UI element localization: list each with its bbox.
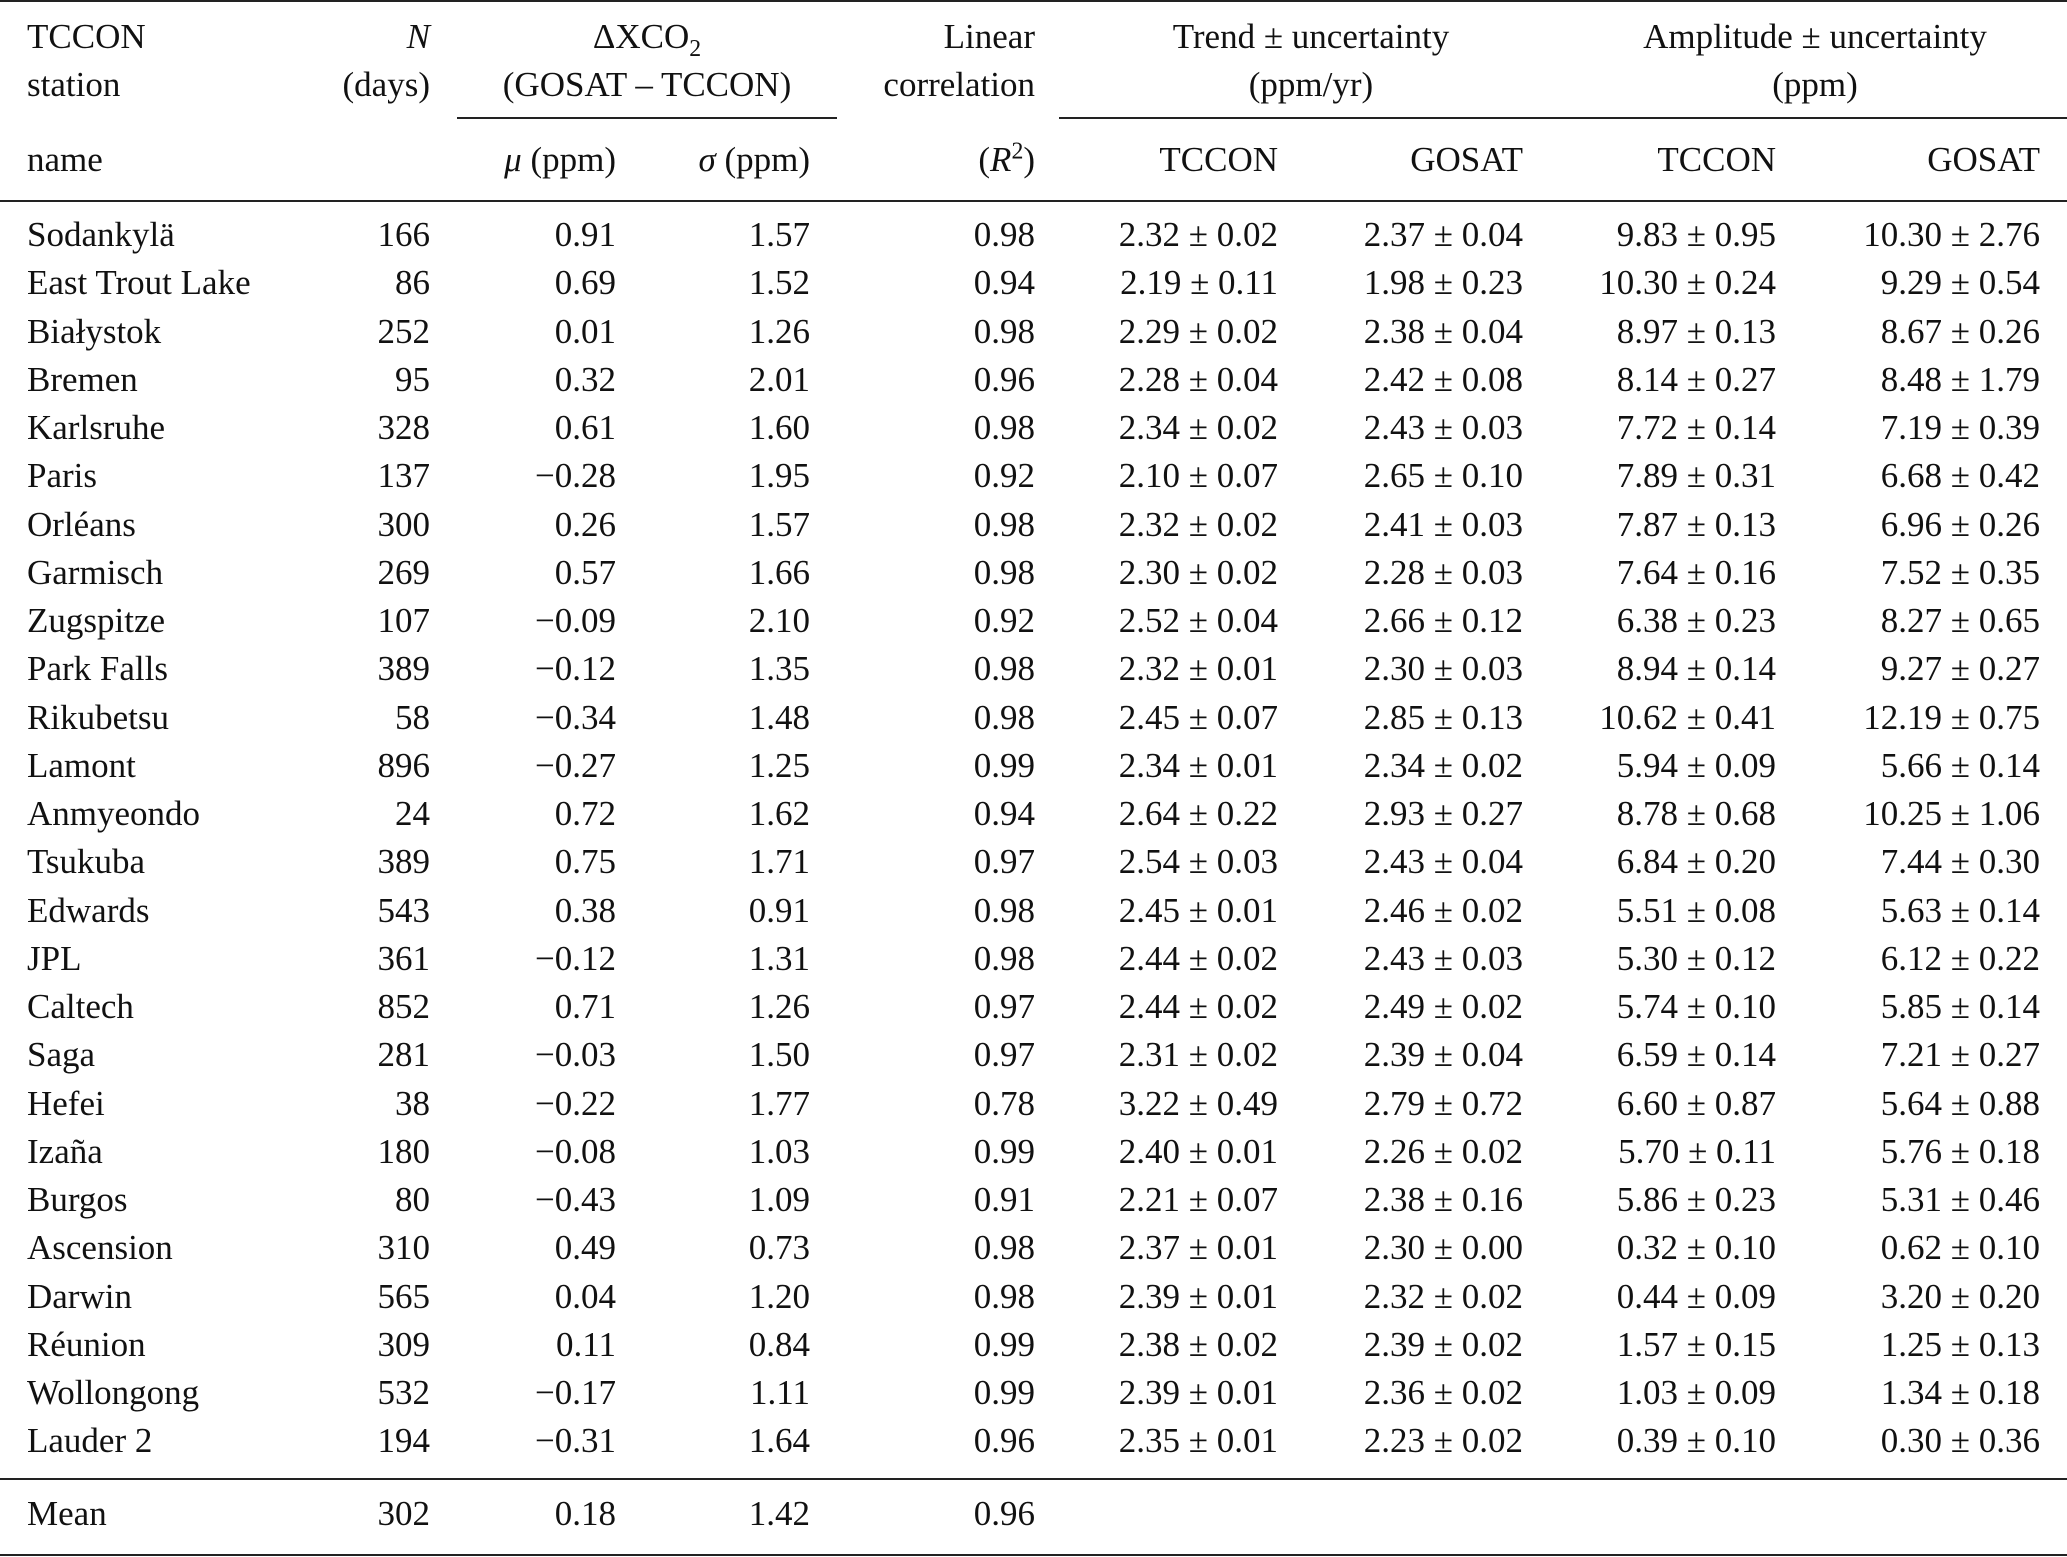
station-name: Orléans xyxy=(27,504,136,544)
amp-tccon: 6.38 ± 0.23 xyxy=(1616,601,1776,640)
mu-value: 0.49 xyxy=(554,1228,616,1268)
amp-tccon: 8.94 ± 0.14 xyxy=(1616,649,1776,689)
header-amp-gosat: GOSAT xyxy=(1927,140,2040,179)
trend-gosat: 2.39 ± 0.04 xyxy=(1363,1035,1523,1075)
amp-tccon: 9.83 ± 0.95 xyxy=(1616,215,1776,254)
amp-tccon: 5.70 ± 0.11 xyxy=(1618,1131,1776,1171)
r2-value: 0.94 xyxy=(973,263,1035,303)
r2-value: 0.96 xyxy=(973,359,1035,399)
trend-tccon: 2.28 ± 0.04 xyxy=(1118,359,1278,399)
trend-tccon: 3.22 ± 0.49 xyxy=(1118,1083,1278,1123)
amp-gosat: 8.48 ± 1.79 xyxy=(1880,359,2040,399)
station-name: Sodankylä xyxy=(27,215,175,254)
trend-tccon: 2.45 ± 0.07 xyxy=(1118,697,1278,737)
amp-tccon: 5.86 ± 0.23 xyxy=(1616,1180,1776,1219)
trend-gosat: 2.39 ± 0.02 xyxy=(1363,1324,1523,1364)
r2-sup: 2 xyxy=(1011,138,1024,165)
n-days: 389 xyxy=(377,842,430,882)
amp-gosat: 10.25 ± 1.06 xyxy=(1863,794,2040,833)
r2-value: 0.98 xyxy=(973,1276,1035,1316)
amp-gosat: 0.30 ± 0.36 xyxy=(1880,1421,2040,1461)
trend-amp-subheader-rule xyxy=(1059,117,2067,119)
n-days: 300 xyxy=(377,504,430,544)
trend-gosat: 2.66 ± 0.12 xyxy=(1363,601,1523,640)
amp-gosat: 10.30 ± 2.76 xyxy=(1863,215,2040,254)
amp-gosat: 5.66 ± 0.14 xyxy=(1880,745,2040,785)
delta-subheader-rule xyxy=(457,117,837,119)
amp-tccon: 6.84 ± 0.20 xyxy=(1616,842,1776,882)
header-corr-line1: Linear xyxy=(943,17,1035,56)
station-name: Zugspitze xyxy=(27,601,166,640)
header-delta-xco2-text: ΔXCO xyxy=(592,17,690,56)
amp-gosat: 7.52 ± 0.35 xyxy=(1880,552,2040,592)
amp-tccon: 0.39 ± 0.10 xyxy=(1616,1421,1776,1461)
sigma-value: 1.35 xyxy=(748,649,810,689)
station-name: Izaña xyxy=(27,1131,103,1171)
amp-gosat: 7.44 ± 0.30 xyxy=(1880,842,2040,882)
trend-tccon: 2.37 ± 0.01 xyxy=(1118,1228,1278,1268)
station-name: Bremen xyxy=(27,359,138,399)
mu-value: 0.38 xyxy=(554,890,616,930)
sigma-value: 1.57 xyxy=(748,215,810,254)
r2-value: 0.98 xyxy=(973,1228,1035,1268)
sigma-value: 1.52 xyxy=(748,263,810,303)
trend-tccon: 2.29 ± 0.02 xyxy=(1118,311,1278,351)
n-days: 95 xyxy=(395,359,430,399)
trend-gosat: 2.49 ± 0.02 xyxy=(1363,987,1523,1026)
r2-symbol: R xyxy=(990,140,1012,179)
r2-open: ( xyxy=(978,140,991,179)
amp-tccon: 0.32 ± 0.10 xyxy=(1616,1228,1776,1268)
r2-value: 0.91 xyxy=(973,1180,1035,1219)
station-name: Burgos xyxy=(27,1180,128,1219)
mu-value: 0.69 xyxy=(554,263,616,303)
r2-value: 0.97 xyxy=(973,987,1035,1026)
sigma-value: 0.91 xyxy=(748,890,810,930)
r2-close: ) xyxy=(1023,140,1035,179)
sigma-value: 1.31 xyxy=(748,938,810,978)
n-days: 194 xyxy=(377,1421,430,1461)
trend-gosat: 2.30 ± 0.00 xyxy=(1363,1228,1523,1268)
amp-gosat: 6.96 ± 0.26 xyxy=(1880,504,2040,544)
sigma-value: 1.20 xyxy=(748,1276,810,1316)
amp-tccon: 10.62 ± 0.41 xyxy=(1599,697,1776,737)
amp-tccon: 1.57 ± 0.15 xyxy=(1616,1324,1776,1364)
mean-mu: 0.18 xyxy=(554,1494,616,1533)
header-trend-line2: (ppm/yr) xyxy=(1248,65,1374,104)
station-name: Réunion xyxy=(27,1324,146,1364)
trend-tccon: 2.34 ± 0.01 xyxy=(1118,745,1278,785)
station-name: Białystok xyxy=(27,311,162,351)
trend-tccon: 2.64 ± 0.22 xyxy=(1118,794,1278,833)
r2-value: 0.99 xyxy=(973,745,1035,785)
mu-value: 0.04 xyxy=(554,1276,616,1316)
trend-gosat: 2.65 ± 0.10 xyxy=(1363,456,1523,496)
mean-separator-rule xyxy=(0,1478,2067,1480)
trend-gosat: 1.98 ± 0.23 xyxy=(1363,263,1523,303)
header-amp-line2: (ppm) xyxy=(1772,65,1858,104)
mu-value: −0.34 xyxy=(535,697,616,737)
sigma-value: 2.10 xyxy=(748,601,810,640)
mu-value: 0.32 xyxy=(554,359,616,399)
trend-gosat: 2.38 ± 0.16 xyxy=(1363,1180,1523,1219)
station-name: Wollongong xyxy=(27,1373,200,1412)
mu-value: 0.01 xyxy=(554,311,616,351)
amp-gosat: 5.64 ± 0.88 xyxy=(1880,1083,2040,1123)
r2-value: 0.99 xyxy=(973,1324,1035,1364)
mu-value: −0.27 xyxy=(535,745,616,785)
r2-value: 0.78 xyxy=(973,1083,1035,1123)
header-mu xyxy=(460,136,616,184)
station-name: Tsukuba xyxy=(27,842,146,882)
header-station-line2: station xyxy=(27,65,121,104)
sigma-value: 1.71 xyxy=(748,842,810,882)
mean-r2: 0.96 xyxy=(973,1494,1035,1533)
trend-tccon: 2.19 ± 0.11 xyxy=(1120,263,1278,303)
r2-value: 0.98 xyxy=(973,552,1035,592)
amp-tccon: 7.72 ± 0.14 xyxy=(1616,408,1776,447)
amp-gosat: 7.19 ± 0.39 xyxy=(1880,408,2040,447)
mu-value: −0.43 xyxy=(535,1180,616,1219)
amp-gosat: 9.29 ± 0.54 xyxy=(1880,263,2040,303)
r2-value: 0.97 xyxy=(973,1035,1035,1075)
station-name: Ascension xyxy=(27,1228,173,1268)
n-days: 166 xyxy=(377,215,430,254)
r2-value: 0.99 xyxy=(973,1131,1035,1171)
trend-gosat: 2.26 ± 0.02 xyxy=(1363,1131,1523,1171)
trend-tccon: 2.39 ± 0.01 xyxy=(1118,1373,1278,1412)
amp-tccon: 6.59 ± 0.14 xyxy=(1616,1035,1776,1075)
amp-tccon: 8.14 ± 0.27 xyxy=(1616,359,1776,399)
sigma-value: 1.48 xyxy=(748,697,810,737)
mu-value: −0.17 xyxy=(535,1373,616,1412)
header-corr-line2: correlation xyxy=(883,65,1035,104)
trend-gosat: 2.38 ± 0.04 xyxy=(1363,311,1523,351)
station-name: Garmisch xyxy=(27,552,164,592)
n-days: 896 xyxy=(377,745,430,785)
amp-gosat: 5.31 ± 0.46 xyxy=(1880,1180,2040,1219)
station-name: Anmyeondo xyxy=(27,794,201,833)
header-delta-xco2 xyxy=(457,13,837,61)
amp-tccon: 5.74 ± 0.10 xyxy=(1616,987,1776,1026)
r2-value: 0.98 xyxy=(973,938,1035,978)
amp-gosat: 8.27 ± 0.65 xyxy=(1880,601,2040,640)
trend-tccon: 2.34 ± 0.02 xyxy=(1118,408,1278,447)
amp-gosat: 6.68 ± 0.42 xyxy=(1880,456,2040,496)
header-station-line1: TCCON xyxy=(27,17,146,56)
r2-value: 0.98 xyxy=(973,311,1035,351)
n-days: 252 xyxy=(377,311,430,351)
trend-tccon: 2.45 ± 0.01 xyxy=(1118,890,1278,930)
header-n-symbol: N xyxy=(406,17,430,56)
mu-unit: (ppm) xyxy=(521,140,616,179)
trend-gosat: 2.85 ± 0.13 xyxy=(1363,697,1523,737)
sigma-value: 0.73 xyxy=(748,1228,810,1268)
station-name: Park Falls xyxy=(27,649,168,689)
amp-gosat: 7.21 ± 0.27 xyxy=(1880,1035,2040,1075)
trend-gosat: 2.23 ± 0.02 xyxy=(1363,1421,1523,1461)
n-days: 565 xyxy=(377,1276,430,1316)
mu-value: −0.12 xyxy=(535,938,616,978)
r2-value: 0.98 xyxy=(973,504,1035,544)
mu-value: −0.22 xyxy=(535,1083,616,1123)
amp-tccon: 7.89 ± 0.31 xyxy=(1616,456,1776,496)
amp-tccon: 5.30 ± 0.12 xyxy=(1616,938,1776,978)
amp-tccon: 6.60 ± 0.87 xyxy=(1616,1083,1776,1123)
station-name: East Trout Lake xyxy=(27,263,251,303)
amp-tccon: 8.78 ± 0.68 xyxy=(1616,794,1776,833)
n-days: 281 xyxy=(377,1035,430,1075)
mu-value: 0.26 xyxy=(554,504,616,544)
mu-value: 0.61 xyxy=(554,408,616,447)
station-name: Edwards xyxy=(27,890,150,930)
trend-tccon: 2.35 ± 0.01 xyxy=(1118,1421,1278,1461)
trend-tccon: 2.31 ± 0.02 xyxy=(1118,1035,1278,1075)
trend-tccon: 2.39 ± 0.01 xyxy=(1118,1276,1278,1316)
mu-value: 0.11 xyxy=(556,1324,616,1364)
trend-tccon: 2.44 ± 0.02 xyxy=(1118,987,1278,1026)
sigma-value: 1.03 xyxy=(748,1131,810,1171)
mu-value: 0.57 xyxy=(554,552,616,592)
trend-tccon: 2.54 ± 0.03 xyxy=(1118,842,1278,882)
sigma-value: 1.95 xyxy=(748,456,810,496)
amp-gosat: 0.62 ± 0.10 xyxy=(1880,1228,2040,1268)
r2-value: 0.96 xyxy=(973,1421,1035,1461)
trend-tccon: 2.10 ± 0.07 xyxy=(1118,456,1278,496)
trend-gosat: 2.37 ± 0.04 xyxy=(1363,215,1523,254)
trend-gosat: 2.36 ± 0.02 xyxy=(1363,1373,1523,1412)
amp-tccon: 0.44 ± 0.09 xyxy=(1616,1276,1776,1316)
amp-tccon: 5.94 ± 0.09 xyxy=(1616,745,1776,785)
sigma-value: 1.64 xyxy=(748,1421,810,1461)
amp-gosat: 6.12 ± 0.22 xyxy=(1880,938,2040,978)
trend-gosat: 2.30 ± 0.03 xyxy=(1363,649,1523,689)
sigma-value: 1.26 xyxy=(748,311,810,351)
station-name: Caltech xyxy=(27,987,134,1026)
header-trend-line1: Trend ± uncertainty xyxy=(1172,17,1450,56)
trend-tccon: 2.38 ± 0.02 xyxy=(1118,1324,1278,1364)
n-days: 389 xyxy=(377,649,430,689)
trend-tccon: 2.30 ± 0.02 xyxy=(1118,552,1278,592)
n-days: 328 xyxy=(377,408,430,447)
trend-tccon: 2.32 ± 0.01 xyxy=(1118,649,1278,689)
sigma-value: 1.57 xyxy=(748,504,810,544)
sigma-value: 1.66 xyxy=(748,552,810,592)
n-days: 310 xyxy=(377,1228,430,1268)
sigma-value: 1.62 xyxy=(748,794,810,833)
n-days: 24 xyxy=(395,794,430,833)
amp-tccon: 5.51 ± 0.08 xyxy=(1616,890,1776,930)
header-r2 xyxy=(840,136,1035,184)
header-sigma xyxy=(640,136,810,184)
r2-value: 0.98 xyxy=(973,649,1035,689)
station-name: Lauder 2 xyxy=(27,1421,153,1461)
n-days: 180 xyxy=(377,1131,430,1171)
mu-value: −0.28 xyxy=(535,456,616,496)
amp-gosat: 8.67 ± 0.26 xyxy=(1880,311,2040,351)
n-days: 58 xyxy=(395,697,430,737)
trend-gosat: 2.28 ± 0.03 xyxy=(1363,552,1523,592)
header-bottom-rule xyxy=(0,200,2067,202)
r2-value: 0.97 xyxy=(973,842,1035,882)
station-name: Saga xyxy=(27,1035,96,1075)
header-amp-tccon: TCCON xyxy=(1657,140,1776,179)
station-name: Lamont xyxy=(27,745,136,785)
n-days: 309 xyxy=(377,1324,430,1364)
mu-value: 0.91 xyxy=(554,215,616,254)
n-days: 80 xyxy=(395,1180,430,1219)
trend-gosat: 2.46 ± 0.02 xyxy=(1363,890,1523,930)
sigma-value: 0.84 xyxy=(748,1324,810,1364)
mu-symbol: μ xyxy=(504,140,522,179)
r2-value: 0.92 xyxy=(973,456,1035,496)
r2-value: 0.98 xyxy=(973,697,1035,737)
n-days: 852 xyxy=(377,987,430,1026)
sigma-value: 1.25 xyxy=(748,745,810,785)
n-days: 86 xyxy=(395,263,430,303)
r2-value: 0.99 xyxy=(973,1373,1035,1412)
mean-label: Mean xyxy=(27,1494,107,1533)
trend-tccon: 2.21 ± 0.07 xyxy=(1118,1180,1278,1219)
mean-n: 302 xyxy=(377,1494,430,1533)
trend-gosat: 2.43 ± 0.03 xyxy=(1363,408,1523,447)
trend-gosat: 2.43 ± 0.04 xyxy=(1363,842,1523,882)
n-days: 38 xyxy=(395,1083,430,1123)
bottom-rule xyxy=(0,1554,2067,1556)
n-days: 543 xyxy=(377,890,430,930)
station-name: Hefei xyxy=(27,1083,105,1123)
sigma-value: 1.77 xyxy=(748,1083,810,1123)
sigma-value: 1.50 xyxy=(748,1035,810,1075)
mu-value: −0.03 xyxy=(535,1035,616,1075)
trend-tccon: 2.32 ± 0.02 xyxy=(1118,215,1278,254)
sigma-value: 2.01 xyxy=(748,359,810,399)
trend-tccon: 2.40 ± 0.01 xyxy=(1118,1131,1278,1171)
n-days: 269 xyxy=(377,552,430,592)
mu-value: 0.71 xyxy=(554,987,616,1026)
header-trend-tccon: TCCON xyxy=(1159,140,1278,179)
amp-gosat: 5.76 ± 0.18 xyxy=(1880,1131,2040,1171)
header-trend-gosat: GOSAT xyxy=(1410,140,1523,179)
header-station-line3: name xyxy=(27,140,103,179)
trend-gosat: 2.93 ± 0.27 xyxy=(1363,794,1523,833)
sigma-unit: (ppm) xyxy=(715,140,810,179)
amp-tccon: 7.87 ± 0.13 xyxy=(1616,504,1776,544)
amp-tccon: 8.97 ± 0.13 xyxy=(1616,311,1776,351)
sigma-value: 1.60 xyxy=(748,408,810,447)
sigma-symbol: σ xyxy=(698,140,716,179)
amp-tccon: 7.64 ± 0.16 xyxy=(1616,552,1776,592)
amp-gosat: 9.27 ± 0.27 xyxy=(1880,649,2040,689)
n-days: 532 xyxy=(377,1373,430,1412)
sigma-value: 1.26 xyxy=(748,987,810,1026)
sigma-value: 1.09 xyxy=(748,1180,810,1219)
amp-gosat: 3.20 ± 0.20 xyxy=(1880,1276,2040,1316)
header-delta-xco2-sub: 2 xyxy=(689,36,702,62)
amp-gosat: 5.63 ± 0.14 xyxy=(1880,890,2040,930)
station-name: Rikubetsu xyxy=(27,697,169,737)
n-days: 107 xyxy=(377,601,430,640)
amp-tccon: 1.03 ± 0.09 xyxy=(1616,1373,1776,1412)
header-n-unit: (days) xyxy=(342,65,430,104)
amp-gosat: 5.85 ± 0.14 xyxy=(1880,987,2040,1026)
trend-tccon: 2.52 ± 0.04 xyxy=(1118,601,1278,640)
amp-gosat: 1.25 ± 0.13 xyxy=(1880,1324,2040,1364)
r2-value: 0.98 xyxy=(973,890,1035,930)
mu-value: −0.09 xyxy=(535,601,616,640)
station-name: Darwin xyxy=(27,1276,132,1316)
mu-value: −0.08 xyxy=(535,1131,616,1171)
amp-gosat: 12.19 ± 0.75 xyxy=(1863,697,2040,737)
mu-value: −0.12 xyxy=(535,649,616,689)
trend-gosat: 2.79 ± 0.72 xyxy=(1363,1083,1523,1123)
mean-sigma: 1.42 xyxy=(748,1494,810,1533)
n-days: 361 xyxy=(377,938,430,978)
mu-value: 0.72 xyxy=(554,794,616,833)
mu-value: 0.75 xyxy=(554,842,616,882)
station-name: Karlsruhe xyxy=(27,408,166,447)
trend-gosat: 2.43 ± 0.03 xyxy=(1363,938,1523,978)
trend-gosat: 2.41 ± 0.03 xyxy=(1363,504,1523,544)
mu-value: −0.31 xyxy=(535,1421,616,1461)
trend-tccon: 2.44 ± 0.02 xyxy=(1118,938,1278,978)
amp-tccon: 10.30 ± 0.24 xyxy=(1599,263,1776,303)
r2-value: 0.94 xyxy=(973,794,1035,833)
trend-gosat: 2.34 ± 0.02 xyxy=(1363,745,1523,785)
sigma-value: 1.11 xyxy=(750,1373,810,1412)
trend-gosat: 2.42 ± 0.08 xyxy=(1363,359,1523,399)
r2-value: 0.92 xyxy=(973,601,1035,640)
amp-gosat: 1.34 ± 0.18 xyxy=(1880,1373,2040,1412)
trend-tccon: 2.32 ± 0.02 xyxy=(1118,504,1278,544)
n-days: 137 xyxy=(377,456,430,496)
r2-value: 0.98 xyxy=(973,215,1035,254)
trend-gosat: 2.32 ± 0.02 xyxy=(1363,1276,1523,1316)
r2-value: 0.98 xyxy=(973,408,1035,447)
top-rule xyxy=(0,0,2067,2)
header-amp-line1: Amplitude ± uncertainty xyxy=(1643,17,1987,56)
station-name: JPL xyxy=(27,938,82,978)
header-delta-difference: (GOSAT – TCCON) xyxy=(502,65,792,104)
station-name: Paris xyxy=(27,456,97,496)
